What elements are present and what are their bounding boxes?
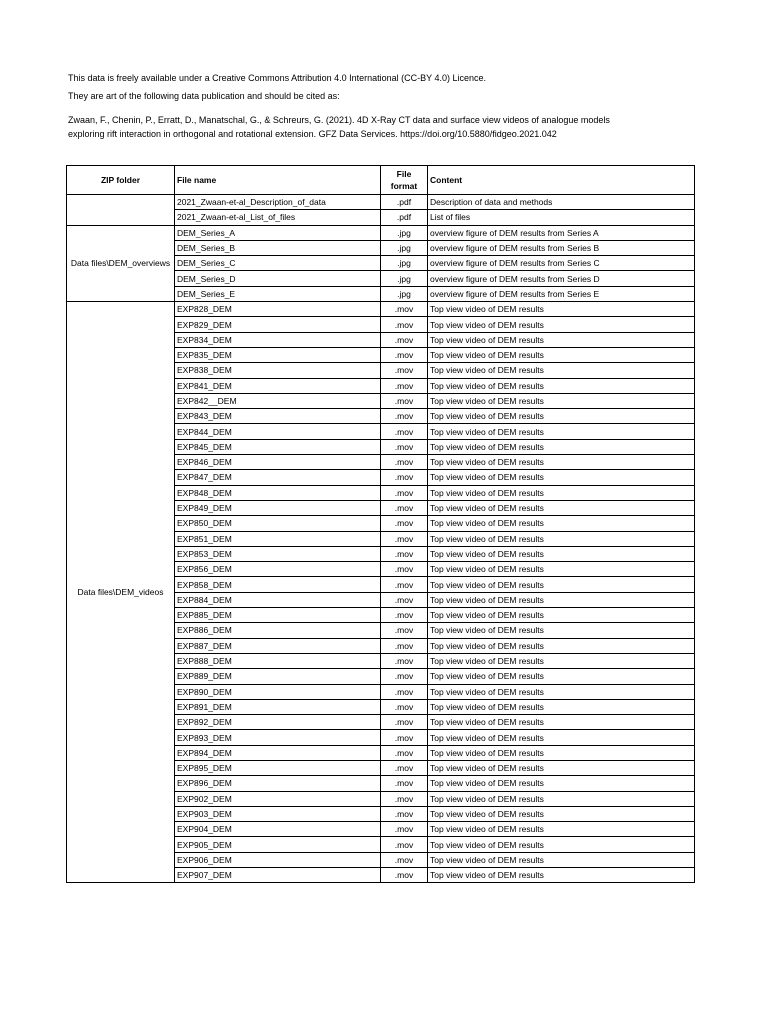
file-name-cell: EXP835_DEM (175, 347, 381, 362)
file-format-cell: .mov (381, 623, 428, 638)
file-format-cell: .mov (381, 806, 428, 821)
file-name-cell: EXP890_DEM (175, 684, 381, 699)
table-row (67, 302, 695, 317)
content-cell: Top view video of DEM results (428, 317, 695, 332)
file-format-cell: .mov (381, 500, 428, 515)
citation-instruction: They are art of the following data publication and should be cited as: (68, 91, 340, 101)
content-cell: Top view video of DEM results (428, 516, 695, 531)
content-cell: Top view video of DEM results (428, 500, 695, 515)
content-cell: Top view video of DEM results (428, 302, 695, 317)
file-format-cell: .mov (381, 822, 428, 837)
file-name-cell: DEM_Series_A (175, 225, 381, 240)
content-cell: Top view video of DEM results (428, 470, 695, 485)
file-format-cell: .mov (381, 439, 428, 454)
content-cell: Top view video of DEM results (428, 715, 695, 730)
file-format-cell: .mov (381, 363, 428, 378)
file-format-cell: .mov (381, 837, 428, 852)
content-cell: overview figure of DEM results from Series E (428, 286, 695, 301)
file-format-cell: .mov (381, 317, 428, 332)
file-name-cell: EXP895_DEM (175, 760, 381, 775)
content-cell: Top view video of DEM results (428, 455, 695, 470)
content-cell: overview figure of DEM results from Series A (428, 225, 695, 240)
file-format-cell: .mov (381, 868, 428, 883)
file-name-cell: EXP893_DEM (175, 730, 381, 745)
file-name-cell: EXP838_DEM (175, 363, 381, 378)
content-cell: Top view video of DEM results (428, 806, 695, 821)
header-file-format-line1: File (396, 169, 412, 179)
content-cell: Top view video of DEM results (428, 409, 695, 424)
file-name-cell: EXP853_DEM (175, 546, 381, 561)
file-name-cell: EXP891_DEM (175, 699, 381, 714)
file-format-cell: .mov (381, 516, 428, 531)
content-cell: Top view video of DEM results (428, 653, 695, 668)
file-format-cell: .mov (381, 592, 428, 607)
file-name-cell: EXP845_DEM (175, 439, 381, 454)
file-name-cell: EXP884_DEM (175, 592, 381, 607)
file-name-cell: EXP841_DEM (175, 378, 381, 393)
file-format-cell: .mov (381, 424, 428, 439)
file-name-cell: EXP846_DEM (175, 455, 381, 470)
content-cell: Top view video of DEM results (428, 562, 695, 577)
content-cell: Top view video of DEM results (428, 638, 695, 653)
file-format-cell: .mov (381, 730, 428, 745)
header-file-format (381, 166, 428, 195)
file-name-cell: EXP851_DEM (175, 531, 381, 546)
citation-line-1: Zwaan, F., Chenin, P., Erratt, D., Manatschal, G., & Schreurs, G. (2021). 4D X-Ray CT data and surface view videos of analogue models (68, 115, 610, 125)
file-name-cell: DEM_Series_C (175, 256, 381, 271)
table-row (67, 195, 695, 210)
content-cell: Top view video of DEM results (428, 822, 695, 837)
content-cell: Top view video of DEM results (428, 332, 695, 347)
content-cell: Top view video of DEM results (428, 608, 695, 623)
file-name-cell: EXP894_DEM (175, 745, 381, 760)
file-format-cell: .mov (381, 791, 428, 806)
file-format-cell: .mov (381, 485, 428, 500)
content-cell: Top view video of DEM results (428, 791, 695, 806)
file-format-cell: .mov (381, 669, 428, 684)
content-cell: Top view video of DEM results (428, 852, 695, 867)
file-format-cell: .jpg (381, 256, 428, 271)
file-format-cell: .mov (381, 699, 428, 714)
file-format-cell: .mov (381, 562, 428, 577)
file-format-cell: .mov (381, 546, 428, 561)
content-cell: Top view video of DEM results (428, 745, 695, 760)
file-format-cell: .mov (381, 531, 428, 546)
content-cell: Top view video of DEM results (428, 546, 695, 561)
licence-notice: This data is freely available under a Creative Commons Attribution 4.0 International (CC-BY 4.0) Licence. (68, 73, 487, 83)
file-format-cell: .pdf (381, 195, 428, 210)
content-cell: Top view video of DEM results (428, 730, 695, 745)
header-zip-folder: ZIP folder (67, 166, 175, 195)
table-header-row (67, 166, 695, 195)
file-name-cell: EXP896_DEM (175, 776, 381, 791)
content-cell: Top view video of DEM results (428, 531, 695, 546)
file-format-cell: .mov (381, 638, 428, 653)
file-name-cell: EXP828_DEM (175, 302, 381, 317)
file-list-table (66, 165, 695, 883)
content-cell: Top view video of DEM results (428, 684, 695, 699)
content-cell: Top view video of DEM results (428, 393, 695, 408)
content-cell: Top view video of DEM results (428, 868, 695, 883)
table-row (67, 225, 695, 240)
file-name-cell: EXP905_DEM (175, 837, 381, 852)
content-cell: Top view video of DEM results (428, 837, 695, 852)
file-name-cell: EXP904_DEM (175, 822, 381, 837)
file-format-cell: .mov (381, 745, 428, 760)
file-name-cell: EXP829_DEM (175, 317, 381, 332)
file-name-cell: EXP842__DEM (175, 393, 381, 408)
file-name-cell: EXP885_DEM (175, 608, 381, 623)
content-cell: List of files (428, 210, 695, 225)
header-file-format-line2: format (390, 181, 418, 191)
file-format-cell: .mov (381, 653, 428, 668)
content-cell: Description of data and methods (428, 195, 695, 210)
file-name-cell: EXP902_DEM (175, 791, 381, 806)
file-name-cell: EXP858_DEM (175, 577, 381, 592)
table-body (67, 195, 695, 883)
content-cell: Top view video of DEM results (428, 577, 695, 592)
content-cell: overview figure of DEM results from Series C (428, 256, 695, 271)
file-name-cell: EXP843_DEM (175, 409, 381, 424)
file-format-cell: .jpg (381, 271, 428, 286)
file-format-cell: .mov (381, 347, 428, 362)
content-cell: Top view video of DEM results (428, 623, 695, 638)
content-cell: Top view video of DEM results (428, 760, 695, 775)
content-cell: Top view video of DEM results (428, 363, 695, 378)
file-format-cell: .mov (381, 852, 428, 867)
file-name-cell: 2021_Zwaan-et-al_Description_of_data (175, 195, 381, 210)
file-format-cell: .mov (381, 776, 428, 791)
zip-folder-cell: Data files\DEM_overviews (67, 225, 175, 301)
content-cell: Top view video of DEM results (428, 699, 695, 714)
file-format-cell: .mov (381, 470, 428, 485)
header-file-name: File name (175, 166, 381, 195)
content-cell: Top view video of DEM results (428, 347, 695, 362)
file-format-cell: .mov (381, 715, 428, 730)
file-format-cell: .mov (381, 393, 428, 408)
content-cell: Top view video of DEM results (428, 592, 695, 607)
file-name-cell: EXP906_DEM (175, 852, 381, 867)
file-format-cell: .mov (381, 409, 428, 424)
file-name-cell: EXP907_DEM (175, 868, 381, 883)
file-name-cell: EXP886_DEM (175, 623, 381, 638)
file-name-cell: EXP834_DEM (175, 332, 381, 347)
file-name-cell: EXP903_DEM (175, 806, 381, 821)
file-name-cell: EXP847_DEM (175, 470, 381, 485)
file-format-cell: .jpg (381, 286, 428, 301)
content-cell: Top view video of DEM results (428, 669, 695, 684)
file-name-cell: 2021_Zwaan-et-al_List_of_files (175, 210, 381, 225)
file-name-cell: EXP889_DEM (175, 669, 381, 684)
file-format-cell: .mov (381, 332, 428, 347)
content-cell: Top view video of DEM results (428, 776, 695, 791)
content-cell: overview figure of DEM results from Series B (428, 240, 695, 255)
file-format-cell: .mov (381, 455, 428, 470)
zip-folder-cell (67, 195, 175, 226)
zip-folder-cell: Data files\DEM_videos (67, 302, 175, 883)
file-name-cell: EXP848_DEM (175, 485, 381, 500)
file-name-cell: EXP856_DEM (175, 562, 381, 577)
content-cell: overview figure of DEM results from Series D (428, 271, 695, 286)
file-format-cell: .jpg (381, 225, 428, 240)
file-format-cell: .mov (381, 684, 428, 699)
file-format-cell: .mov (381, 577, 428, 592)
file-format-cell: .mov (381, 378, 428, 393)
file-name-cell: EXP887_DEM (175, 638, 381, 653)
file-format-cell: .mov (381, 608, 428, 623)
file-name-cell: DEM_Series_B (175, 240, 381, 255)
file-name-cell: EXP850_DEM (175, 516, 381, 531)
content-cell: Top view video of DEM results (428, 439, 695, 454)
content-cell: Top view video of DEM results (428, 424, 695, 439)
citation-line-2: exploring rift interaction in orthogonal and rotational extension. GFZ Data Services. https://doi.org/10.5880/fidgeo.2021.042 (68, 129, 557, 139)
file-format-cell: .mov (381, 302, 428, 317)
content-cell: Top view video of DEM results (428, 485, 695, 500)
file-name-cell: DEM_Series_E (175, 286, 381, 301)
file-name-cell: EXP892_DEM (175, 715, 381, 730)
file-format-cell: .jpg (381, 240, 428, 255)
file-name-cell: EXP849_DEM (175, 500, 381, 515)
file-format-cell: .mov (381, 760, 428, 775)
header-content: Content (428, 166, 695, 195)
file-name-cell: EXP844_DEM (175, 424, 381, 439)
file-format-cell: .pdf (381, 210, 428, 225)
content-cell: Top view video of DEM results (428, 378, 695, 393)
file-name-cell: EXP888_DEM (175, 653, 381, 668)
file-name-cell: DEM_Series_D (175, 271, 381, 286)
